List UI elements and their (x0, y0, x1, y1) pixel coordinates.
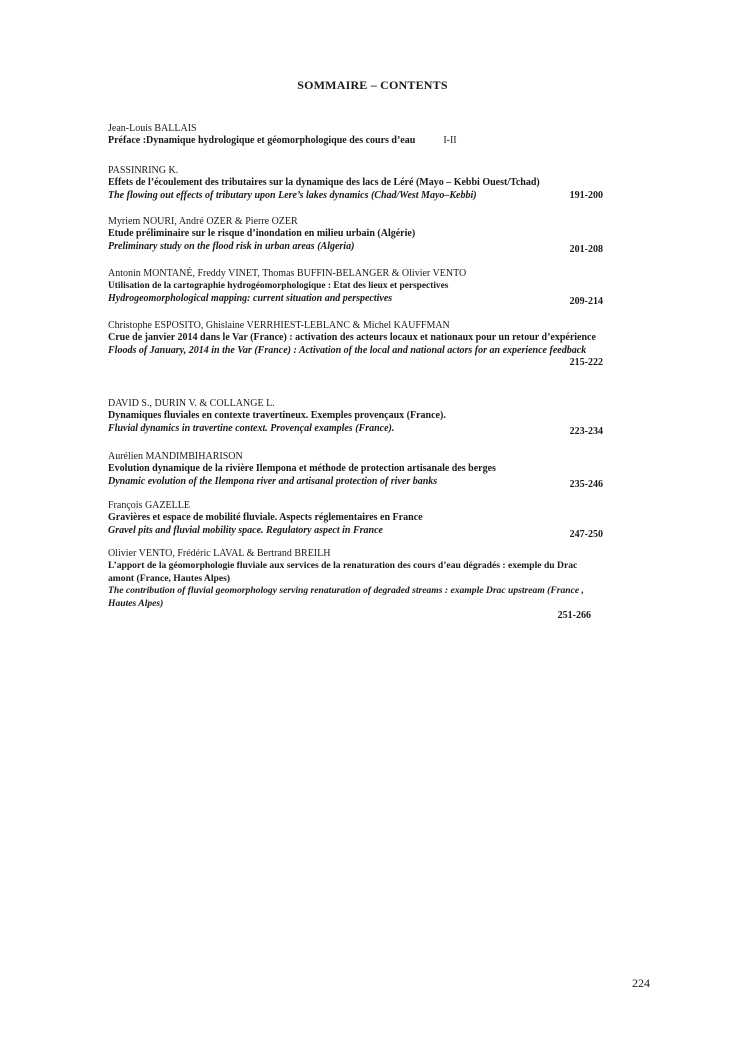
toc-entry (108, 165, 603, 202)
entry-english-line (108, 190, 603, 202)
page-title: SOMMAIRE – CONTENTS (297, 78, 448, 92)
entry-french-title: Préface :Dynamique hydrologique et géomorphologique des cours d’eau (108, 135, 416, 147)
entry-pages: 201-208 (569, 243, 603, 255)
toc-entry (108, 123, 603, 148)
entry-authors: Antonin MONTANÉ, Freddy VINET, Thomas BUFFIN-BELANGER & Olivier VENTO (108, 268, 467, 279)
entry-pages: 209-214 (569, 295, 603, 307)
entry-authors: François GAZELLE (108, 500, 190, 511)
entry-authors: PASSINRING K. (108, 165, 179, 176)
entry-pages: 251-266 (557, 610, 591, 622)
entry-title-line (108, 135, 603, 147)
entry-english-line (108, 241, 603, 253)
entry-english-title: The contribution of fluvial geomorphology serving renaturation of degraded streams : example Drac upstream (France , Hautes Alpes) (108, 585, 584, 609)
entry-pages: 235-246 (569, 478, 603, 490)
entry-english-title: Preliminary study on the flood risk in urban areas (Algeria) (108, 240, 355, 252)
entry-pages-line (108, 610, 591, 622)
entry-french-title: Utilisation de la cartographie hydrogéomorphologique : Etat des lieux et perspectives (108, 281, 449, 292)
entry-authors: Aurélien MANDIMBIHARISON (108, 451, 243, 462)
entry-english-line (108, 524, 603, 540)
page-number: 224 (632, 976, 650, 990)
entry-french-title: Crue de janvier 2014 dans le Var (France) : activation des acteurs locaux et nationaux pour un retour d’expérience (108, 332, 596, 344)
toc-entry (108, 451, 603, 488)
toc-entry (108, 548, 603, 622)
entry-pages: 223-234 (569, 425, 603, 437)
entry-french-title: Dynamiques fluviales en contexte travertineux. Exemples provençaux (France). (108, 410, 446, 422)
entry-pages: 191-200 (569, 189, 603, 201)
entry-pages: I-II (443, 135, 457, 147)
entry-english-title: Gravel pits and fluvial mobility space. Regulatory aspect in France (108, 524, 383, 536)
entry-english-title: The flowing out effects of tributary upon Lere’s lakes dynamics (Chad/West Mayo–Kebbi) (108, 189, 477, 201)
entry-english-title: Fluvial dynamics in travertine context. Provençal examples (France). (108, 422, 395, 434)
entry-pages-line (108, 357, 603, 369)
entry-french-title: Effets de l’écoulement des tributaires sur la dynamique des lacs de Léré (Mayo – Kebbi Ouest/Tchad) (108, 177, 540, 189)
entry-english-title: Dynamic evolution of the Ilempona river and artisanal protection of river banks (108, 475, 438, 487)
entry-authors: Myriem NOURI, André OZER & Pierre OZER (108, 216, 298, 227)
toc-entry (108, 320, 603, 370)
entry-authors: Olivier VENTO, Frédéric LAVAL & Bertrand BREILH (108, 548, 331, 559)
entry-english-line (108, 293, 603, 305)
entry-authors: Jean-Louis BALLAIS (108, 123, 197, 134)
entry-french-title: Gravières et espace de mobilité fluviale. Aspects réglementaires en France (108, 512, 423, 524)
entry-pages: 247-250 (569, 528, 603, 540)
entry-pages: 215-222 (569, 357, 603, 369)
entry-authors: DAVID S., DURIN V. & COLLANGE L. (108, 398, 275, 409)
entry-french-title: Evolution dynamique de la rivière Ilempona et méthode de protection artisanale des berges (108, 463, 496, 475)
toc-entry (108, 268, 603, 305)
entry-french-title: Etude préliminaire sur le risque d’inondation en milieu urbain (Algérie) (108, 228, 416, 240)
entry-english-line (108, 423, 603, 435)
toc-entry (108, 500, 603, 540)
entry-english-line (108, 476, 603, 488)
entry-french-title: L’apport de la géomorphologie fluviale aux services de la renaturation des cours d’eau dégradés : exemple du Drac amont (France, Hautes Alpes) (108, 560, 578, 584)
toc-entry (108, 216, 603, 253)
entry-english-title: Hydrogeomorphological mapping: current situation and perspectives (108, 292, 393, 304)
entry-authors: Christophe ESPOSITO, Ghislaine VERRHIEST-LEBLANC & Michel KAUFFMAN (108, 320, 450, 331)
toc-entry (108, 398, 603, 435)
entry-english-title: Floods of January, 2014 in the Var (France) : Activation of the local and national actors for an experience feedback (108, 344, 587, 356)
